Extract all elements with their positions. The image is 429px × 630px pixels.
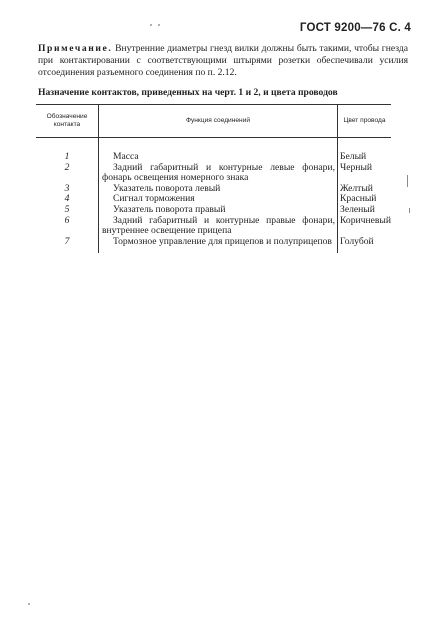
scan-artifact (158, 24, 160, 26)
cell-contact: 1 (36, 138, 99, 163)
spacer-cell (99, 247, 338, 253)
cell-function: Масса (99, 138, 338, 163)
cell-function: Сигнал торможения (99, 194, 338, 205)
table-row-spacer (36, 247, 391, 253)
cell-wire-color: Желтый (340, 182, 373, 194)
table-row (36, 138, 391, 163)
cell-function: Задний габаритный и контурные левые фонари, фонарь освещения номерного знака (99, 163, 338, 184)
table-row (36, 184, 391, 195)
table-row (36, 237, 391, 248)
header-function: Функция соединений (99, 105, 338, 138)
scan-artifact (150, 24, 152, 26)
cell-contact: 7 (36, 237, 99, 248)
page-header: ГОСТ 9200—76 С. 4 (299, 22, 411, 34)
note-paragraph (38, 43, 408, 79)
note-lead: Примечание. (38, 43, 113, 54)
contacts-table (36, 104, 391, 253)
cell-contact: 2 (36, 163, 99, 184)
header-contact: Обозначение контакта (36, 105, 99, 138)
cell-contact: 4 (36, 194, 99, 205)
note-text: Внутренние диаметры гнезд вилки должны быть такими, чтобы гнезда при контактировании с соответствующими штырями розетки обеспечивали усилия отсоединения разъемного соединения по п. 2.12. (38, 43, 408, 78)
cell-wire-color: Голубой (340, 235, 374, 247)
header-wire-color: Цвет провода (338, 105, 391, 138)
cell-contact: 3 (36, 184, 99, 195)
cell-wire-color: Коричневый (340, 214, 391, 226)
cell-wire-color: Красный (340, 193, 377, 205)
table-header-row (36, 105, 391, 138)
cell-function: Указатель поворота левый (99, 184, 338, 195)
table-row (36, 216, 391, 237)
cell-contact: 5 (36, 205, 99, 216)
scan-artifact (28, 603, 30, 605)
spacer-cell (338, 247, 391, 253)
table-row (36, 163, 391, 184)
scan-artifact (407, 175, 408, 187)
cell-contact: 6 (36, 216, 99, 237)
table-caption: Назначение контактов, приведенных на черт. 1 и 2, и цвета проводов (38, 87, 338, 98)
cell-function: Указатель поворота правый (99, 205, 338, 216)
table-row (36, 205, 391, 216)
cell-wire-color: Белый (340, 151, 367, 162)
cell-function: Тормозное управление для прицепов и полуприцепов (99, 237, 338, 248)
scan-artifact (409, 208, 410, 213)
cell-wire-color: Зеленый (340, 203, 375, 215)
cell-function: Задний габаритный и контурные правые фонари, внутреннее освещение прицепа (99, 216, 338, 237)
spacer-cell (36, 247, 99, 253)
cell-wire-color: Черный (340, 161, 373, 173)
